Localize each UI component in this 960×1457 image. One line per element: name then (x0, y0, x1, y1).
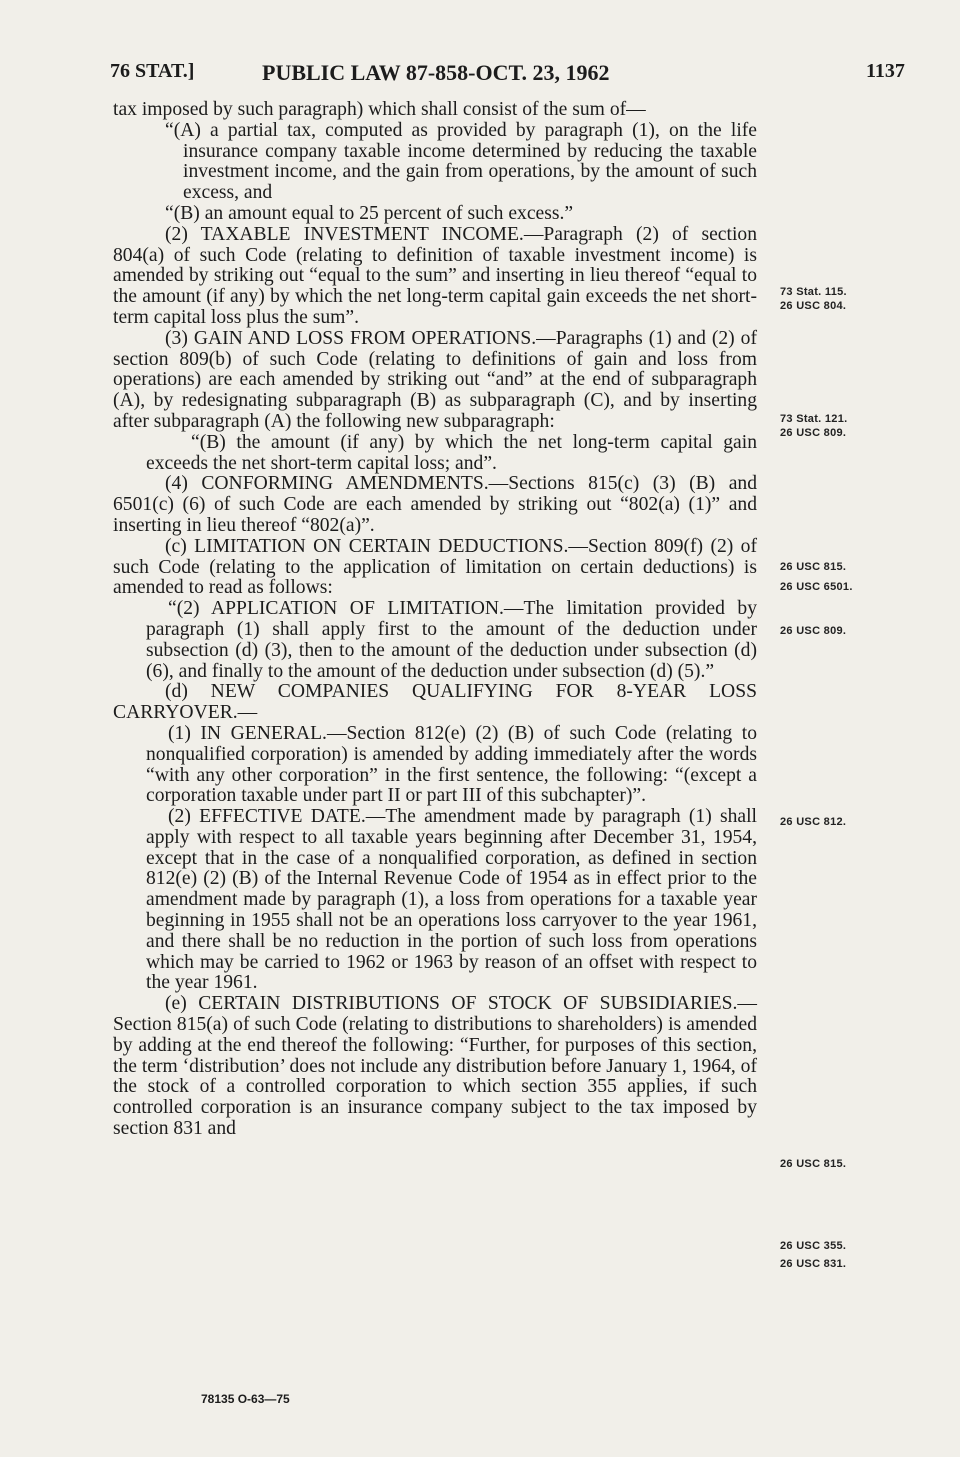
page-footer: 78135 O-63—75 (201, 1392, 290, 1406)
margin-note: 73 Stat. 115. (780, 286, 847, 298)
paragraph: tax imposed by such paragraph) which shall consist of the sum of— (113, 99, 646, 120)
paragraph: (2) TAXABLE INVESTMENT INCOME.—Paragraph (2) of section 804(a) of such Code (relating to definition of taxable investment income) is amended by striking out “equal to the sum” and inserting in lieu thereof “equal to the amount (if any) by which the net long-term capital gain exceeds the net short-term capital loss plus the sum”. (113, 223, 757, 328)
paragraph: (e) CERTAIN DISTRIBUTIONS OF STOCK OF SUBSIDIARIES.—Section 815(a) of such Code (relating to distributions to shareholders) is amended by adding at the end thereof the following: “Further, for purposes of this section, the term ‘distribution’ does not include any distribution before January 1, 1964, of the stock of a controlled corporation to which section 355 applies, if such controlled corporation is an insurance company subject to the tax imposed by section 831 and (113, 993, 757, 1140)
paragraph: “(A) a partial tax, computed as provided by paragraph (1), on the life insurance company taxable income determined by reducing the taxable investment income, and the gain from operations, by the amount of such excess, and (165, 119, 757, 204)
paragraph: (4) CONFORMING AMENDMENTS.—Sections 815(c) (3) (B) and 6501(c) (6) of such Code are each amended by striking out “802(a) (1)” and inserting in lieu thereof “802(a)”. (113, 473, 757, 536)
margin-note: 26 USC 812. (780, 816, 847, 828)
margin-note: 26 USC 804. (780, 300, 847, 312)
header-title: PUBLIC LAW 87-858-OCT. 23, 1962 (262, 60, 610, 85)
paragraph: (2) EFFECTIVE DATE.—The amendment made by paragraph (1) shall apply with respect to all taxable years beginning after December 31, 1954, except that in the case of a nonqualified corporation, as defined in section 812(e) (2) (B) of the Internal Revenue Code of 1954 as in effect prior to the amendment made by paragraph (1), a loss from operations for a taxable year beginning in 1955 shall not be an operations loss carryover to the year 1961, and there shall be no reduction in the portion of such loss from operations which may be carried to 1962 or 1963 by reason of an offset with respect to the year 1961. (146, 806, 757, 994)
margin-note: 26 USC 809. (780, 427, 847, 439)
header-volume: 76 STAT.] (110, 60, 195, 82)
paragraph: “(2) APPLICATION OF LIMITATION.—The limitation provided by paragraph (1) shall apply first to the amount of the deduction under subsection (d) (3), then to the amount of the deduction under subsection (d) (6), and finally to the amount of the deduction under subsection (d) (5).” (146, 598, 757, 682)
margin-note: 26 USC 831. (780, 1258, 847, 1270)
margin-note: 26 USC 809. (780, 625, 847, 637)
margin-note: 73 Stat. 121. (780, 413, 848, 425)
margin-note: 26 USC 6501. (780, 581, 853, 593)
paragraph: (d) NEW COMPANIES QUALIFYING FOR 8-YEAR LOSS CARRYOVER.— (113, 681, 757, 724)
paragraph: “(B) an amount equal to 25 percent of such excess.” (165, 202, 574, 224)
body-text (113, 100, 757, 1140)
paragraph: (3) GAIN AND LOSS FROM OPERATIONS.—Paragraphs (1) and (2) of section 809(b) of such Code (relating to definitions of gain and loss from operations) are each amended by striking out “and” at the end of subparagraph (A), by redesignating subparagraph (B) as subparagraph (C), and by inserting after subparagraph (A) the following new subparagraph: (113, 327, 757, 432)
margin-note: 26 USC 815. (780, 1158, 847, 1170)
header-page-number: 1137 (866, 60, 905, 82)
page-header (0, 60, 960, 92)
paragraph: “(B) the amount (if any) by which the net long-term capital gain exceeds the net short-term capital loss; and”. (146, 431, 757, 474)
paragraph: (1) IN GENERAL.—Section 812(e) (2) (B) of such Code (relating to nonqualified corporation) is amended by adding immediately after the words “with any other corporation” in the first sentence, the following: “(except a corporation taxable under part II or part III of this subchapter)”. (146, 722, 757, 807)
margin-note: 26 USC 815. (780, 561, 847, 573)
margin-note: 26 USC 355. (780, 1240, 847, 1252)
paragraph: (c) LIMITATION ON CERTAIN DEDUCTIONS.—Section 809(f) (2) of such Code (relating to the application of limitation on certain deductions) is amended to read as follows: (113, 535, 757, 599)
